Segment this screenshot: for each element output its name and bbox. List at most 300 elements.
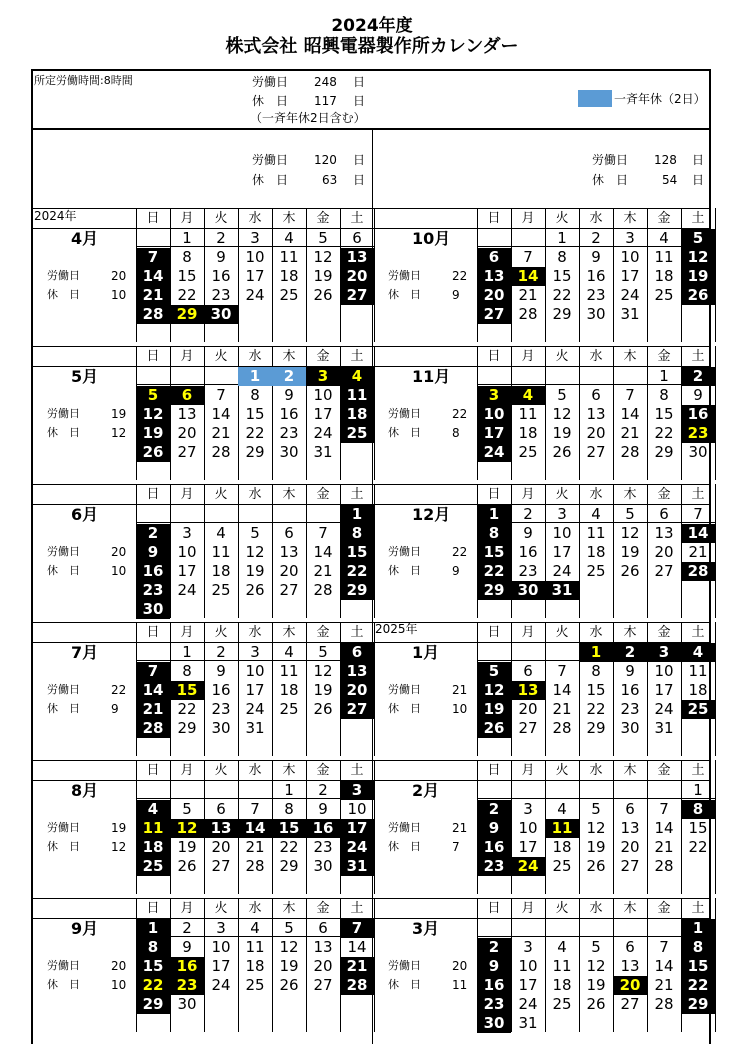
calendar-day: 27 <box>477 305 511 324</box>
calendar-day: 5 <box>625 505 635 523</box>
calendar-day: 13 <box>477 267 511 286</box>
calendar-day: 8 <box>477 524 511 543</box>
calendar-day: 28 <box>681 562 715 581</box>
calendar-day: 22 <box>477 562 511 581</box>
grid-line <box>715 760 716 894</box>
calendar-day: 21 <box>654 838 674 856</box>
calendar-day: 29 <box>552 305 572 323</box>
weekday-header: 火 <box>214 625 228 640</box>
calendar-day: 23 <box>279 424 299 442</box>
weekday-header: 金 <box>316 763 330 778</box>
calendar-day: 30 <box>511 581 545 600</box>
calendar-day: 14 <box>136 681 170 700</box>
calendar-day: 28 <box>211 443 231 461</box>
calendar-day: 8 <box>182 248 192 266</box>
calendar-day: 22 <box>340 562 374 581</box>
calendar-day: 12 <box>586 957 606 975</box>
calendar-day: 16 <box>518 543 538 561</box>
calendar-day: 15 <box>136 957 170 976</box>
calendar-day: 18 <box>136 838 170 857</box>
calendar-day: 17 <box>245 681 265 699</box>
calendar-day: 5 <box>591 800 601 818</box>
weekday-header: 水 <box>248 763 262 778</box>
weekday-header: 水 <box>248 901 262 916</box>
calendar-day: 8 <box>557 248 567 266</box>
grid-line <box>374 760 375 894</box>
calendar-day: 27 <box>518 719 538 737</box>
calendar-day: 11 <box>136 819 170 838</box>
calendar-day: 3 <box>182 524 192 542</box>
calendar-day: 8 <box>340 524 374 543</box>
calendar-day: 4 <box>284 229 294 247</box>
calendar-day: 27 <box>620 857 640 875</box>
month-off-days: 9 <box>452 564 460 578</box>
calendar-day: 11 <box>545 819 579 838</box>
weekday-header: 月 <box>180 487 194 502</box>
weekday-header: 火 <box>555 349 569 364</box>
calendar-day: 14 <box>552 681 572 699</box>
total-off-value: 117 <box>314 94 337 108</box>
calendar-day: 11 <box>211 543 231 561</box>
calendar-day: 17 <box>518 838 538 856</box>
calendar-day: 9 <box>318 800 328 818</box>
grid-line <box>715 484 716 618</box>
calendar-day: 24 <box>518 995 538 1013</box>
calendar-day: 7 <box>318 524 328 542</box>
weekday-header: 木 <box>623 763 637 778</box>
month-off-days: 11 <box>452 978 468 992</box>
month-off-label: 休 日 <box>388 426 421 439</box>
weekday-header: 土 <box>350 901 364 916</box>
second-half-work-label: 労働日 <box>592 153 629 167</box>
month-work-label: 労働日 <box>47 821 80 834</box>
calendar-day: 31 <box>518 1014 538 1032</box>
calendar-day: 13 <box>620 819 640 837</box>
calendar-day: 19 <box>313 267 333 285</box>
calendar-day: 4 <box>659 229 669 247</box>
year-2025-label: 2025年 <box>375 622 418 636</box>
calendar-day: 27 <box>620 995 640 1013</box>
calendar-day: 26 <box>586 995 606 1013</box>
calendar-day: 17 <box>552 543 572 561</box>
calendar-day: 1 <box>238 367 272 386</box>
calendar-day: 22 <box>177 700 197 718</box>
calendar-day: 23 <box>681 424 715 443</box>
weekday-header: 月 <box>180 901 194 916</box>
calendar-day: 25 <box>586 562 606 580</box>
month-off-label: 休 日 <box>47 840 80 853</box>
calendar-day: 6 <box>216 800 226 818</box>
grid-line <box>715 346 716 480</box>
calendar-day: 13 <box>620 957 640 975</box>
calendar-day: 24 <box>245 700 265 718</box>
calendar-day: 9 <box>216 662 226 680</box>
calendar-day: 1 <box>693 781 703 799</box>
month-work-days: 20 <box>452 959 468 973</box>
weekday-header: 日 <box>487 487 501 502</box>
calendar-day: 22 <box>279 838 299 856</box>
second-half-off-label: 休 日 <box>592 173 629 187</box>
calendar-day: 29 <box>245 443 265 461</box>
calendar-day: 10 <box>313 386 333 404</box>
weekday-header: 水 <box>248 487 262 502</box>
working-hours-text: 所定労働時間:8時間 <box>34 74 133 87</box>
calendar-day: 27 <box>177 443 197 461</box>
calendar-day: 15 <box>586 681 606 699</box>
calendar-day: 26 <box>620 562 640 580</box>
calendar-day: 12 <box>170 819 204 838</box>
month-label: 1月 <box>412 643 440 662</box>
calendar-day: 12 <box>136 405 170 424</box>
weekday-header: 金 <box>657 349 671 364</box>
calendar-day: 2 <box>182 919 192 937</box>
weekday-header: 月 <box>521 763 535 778</box>
month-work-label: 労働日 <box>47 269 80 282</box>
calendar-day: 6 <box>340 643 374 662</box>
month-label: 6月 <box>71 505 99 524</box>
weekday-header: 土 <box>691 211 705 226</box>
weekday-header: 木 <box>282 763 296 778</box>
weekday-header: 水 <box>248 211 262 226</box>
weekday-header: 水 <box>589 625 603 640</box>
calendar-day: 26 <box>313 700 333 718</box>
calendar-day: 30 <box>177 995 197 1013</box>
calendar-day: 11 <box>688 662 708 680</box>
calendar-day: 15 <box>177 267 197 285</box>
calendar-day: 11 <box>552 957 572 975</box>
calendar-day: 14 <box>654 957 674 975</box>
weekday-header: 土 <box>691 901 705 916</box>
second-half-work-unit: 日 <box>692 153 705 167</box>
calendar-day: 10 <box>518 819 538 837</box>
calendar-day: 30 <box>477 1014 511 1033</box>
calendar-day: 8 <box>182 662 192 680</box>
grid-line <box>136 522 374 523</box>
calendar-day: 24 <box>477 443 511 462</box>
weekday-header: 日 <box>146 763 160 778</box>
calendar-day: 27 <box>211 857 231 875</box>
calendar-day: 2 <box>318 781 328 799</box>
month-work-label: 労働日 <box>388 959 421 972</box>
calendar-day: 18 <box>688 681 708 699</box>
calendar-day: 5 <box>284 919 294 937</box>
calendar-day: 12 <box>313 662 333 680</box>
calendar-day: 31 <box>654 719 674 737</box>
calendar-day: 29 <box>654 443 674 461</box>
calendar-day: 12 <box>552 405 572 423</box>
calendar-day: 12 <box>681 248 715 267</box>
weekday-header: 火 <box>555 625 569 640</box>
calendar-day: 9 <box>477 819 511 838</box>
calendar-day: 25 <box>681 700 715 719</box>
total-work-value: 248 <box>314 75 337 89</box>
calendar-day: 8 <box>250 386 260 404</box>
month-work-days: 21 <box>452 821 468 835</box>
month-work-label: 労働日 <box>47 407 80 420</box>
calendar-day: 25 <box>245 976 265 994</box>
calendar-day: 5 <box>591 938 601 956</box>
month-label: 11月 <box>412 367 451 386</box>
calendar-day: 29 <box>279 857 299 875</box>
calendar-day: 7 <box>250 800 260 818</box>
weekday-header: 水 <box>589 349 603 364</box>
calendar-day: 9 <box>182 938 192 956</box>
weekday-header: 月 <box>521 211 535 226</box>
calendar-day: 1 <box>182 229 192 247</box>
calendar-day: 21 <box>211 424 231 442</box>
calendar-day: 26 <box>477 719 511 738</box>
calendar-day: 11 <box>279 248 299 266</box>
calendar-day: 2 <box>613 643 647 662</box>
weekday-header: 金 <box>657 625 671 640</box>
calendar-day: 16 <box>477 838 511 857</box>
weekday-header: 金 <box>316 487 330 502</box>
calendar-day: 6 <box>625 800 635 818</box>
weekday-header: 日 <box>487 349 501 364</box>
month-off-label: 休 日 <box>388 564 421 577</box>
month-off-days: 10 <box>111 564 127 578</box>
calendar-day: 14 <box>511 267 545 286</box>
weekday-header: 土 <box>350 211 364 226</box>
weekday-header: 日 <box>146 487 160 502</box>
month-label: 12月 <box>412 505 451 524</box>
calendar-day: 26 <box>136 443 170 462</box>
calendar-day: 22 <box>552 286 572 304</box>
calendar-day: 3 <box>625 229 635 247</box>
calendar-day: 2 <box>272 367 306 386</box>
calendar-day: 21 <box>518 286 538 304</box>
weekday-header: 月 <box>521 625 535 640</box>
legend-text: 一斉年休（2日） <box>614 92 706 106</box>
grid-line <box>477 936 715 937</box>
calendar-day: 4 <box>136 800 170 819</box>
weekday-header: 火 <box>214 211 228 226</box>
weekday-header: 金 <box>316 625 330 640</box>
weekday-header: 水 <box>589 487 603 502</box>
calendar-day: 5 <box>681 229 715 248</box>
calendar-day: 15 <box>688 819 708 837</box>
grid-line <box>374 622 375 756</box>
weekday-header: 火 <box>555 763 569 778</box>
calendar-day: 15 <box>272 819 306 838</box>
calendar-day: 28 <box>620 443 640 461</box>
calendar-day: 10 <box>245 248 265 266</box>
second-half-work-value: 128 <box>654 153 677 167</box>
calendar-day: 16 <box>477 976 511 995</box>
calendar-day: 8 <box>284 800 294 818</box>
calendar-day: 24 <box>313 424 333 442</box>
weekday-header: 木 <box>282 625 296 640</box>
calendar-day: 19 <box>313 681 333 699</box>
weekday-header: 木 <box>623 625 637 640</box>
month-work-days: 21 <box>452 683 468 697</box>
weekday-header: 金 <box>316 901 330 916</box>
calendar-day: 23 <box>211 700 231 718</box>
weekday-header: 木 <box>623 901 637 916</box>
weekday-header: 金 <box>316 211 330 226</box>
grid-line <box>374 484 375 618</box>
weekday-header: 月 <box>521 349 535 364</box>
calendar-day: 2 <box>216 229 226 247</box>
calendar-day: 3 <box>250 229 260 247</box>
calendar-day: 3 <box>523 800 533 818</box>
calendar-day: 26 <box>313 286 333 304</box>
calendar-day: 28 <box>518 305 538 323</box>
grid-line <box>477 798 715 799</box>
calendar-day: 27 <box>313 976 333 994</box>
calendar-day: 28 <box>136 305 170 324</box>
weekday-header: 月 <box>180 763 194 778</box>
calendar-day: 30 <box>211 719 231 737</box>
month-label: 4月 <box>71 229 99 248</box>
calendar-day: 26 <box>586 857 606 875</box>
calendar-day: 23 <box>136 581 170 600</box>
first-half-work-value: 120 <box>314 153 337 167</box>
weekday-header: 日 <box>487 625 501 640</box>
weekday-header: 火 <box>555 487 569 502</box>
calendar-day: 14 <box>136 267 170 286</box>
calendar-day: 24 <box>552 562 572 580</box>
month-off-days: 10 <box>111 978 127 992</box>
calendar-day: 1 <box>557 229 567 247</box>
calendar-day: 12 <box>245 543 265 561</box>
calendar-day: 12 <box>477 681 511 700</box>
calendar-day: 5 <box>477 662 511 681</box>
month-work-label: 労働日 <box>388 683 421 696</box>
calendar-day: 7 <box>523 248 533 266</box>
weekday-header: 月 <box>180 211 194 226</box>
weekday-header: 火 <box>214 901 228 916</box>
calendar-day: 12 <box>279 938 299 956</box>
calendar-day: 3 <box>647 643 681 662</box>
month-off-days: 12 <box>111 840 127 854</box>
calendar-day: 25 <box>552 857 572 875</box>
calendar-day: 10 <box>211 938 231 956</box>
weekday-header: 日 <box>487 901 501 916</box>
calendar-day: 22 <box>177 286 197 304</box>
month-label: 9月 <box>71 919 99 938</box>
calendar-day: 18 <box>552 976 572 994</box>
weekday-header: 日 <box>487 763 501 778</box>
calendar-day: 8 <box>681 800 715 819</box>
calendar-day: 1 <box>659 367 669 385</box>
calendar-day: 17 <box>518 976 538 994</box>
weekday-header: 日 <box>146 211 160 226</box>
calendar-day: 16 <box>211 267 231 285</box>
calendar-day: 23 <box>211 286 231 304</box>
calendar-day: 13 <box>204 819 238 838</box>
calendar-day: 14 <box>313 543 333 561</box>
header-divider <box>31 128 711 130</box>
calendar-day: 16 <box>620 681 640 699</box>
calendar-day: 7 <box>216 386 226 404</box>
weekday-header: 木 <box>623 487 637 502</box>
calendar-day: 26 <box>681 286 715 305</box>
calendar-day: 2 <box>136 524 170 543</box>
calendar-day: 26 <box>177 857 197 875</box>
calendar-day: 15 <box>552 267 572 285</box>
calendar-day: 10 <box>552 524 572 542</box>
calendar-day: 8 <box>591 662 601 680</box>
calendar-day: 6 <box>523 662 533 680</box>
weekday-header: 月 <box>180 625 194 640</box>
year-2024-label: 2024年 <box>34 209 77 223</box>
month-work-days: 20 <box>111 959 127 973</box>
calendar-day: 4 <box>216 524 226 542</box>
calendar-day: 18 <box>245 957 265 975</box>
month-off-days: 8 <box>452 426 460 440</box>
month-off-label: 休 日 <box>388 978 421 991</box>
calendar-day: 20 <box>620 838 640 856</box>
grid-line <box>374 346 375 480</box>
weekday-header: 水 <box>248 349 262 364</box>
calendar-day: 18 <box>518 424 538 442</box>
month-work-label: 労働日 <box>388 821 421 834</box>
weekday-header: 月 <box>521 487 535 502</box>
calendar-day: 18 <box>279 267 299 285</box>
grid-line <box>374 208 375 342</box>
month-work-label: 労働日 <box>47 545 80 558</box>
month-work-days: 22 <box>111 683 127 697</box>
weekday-header: 金 <box>657 763 671 778</box>
weekday-header: 日 <box>487 211 501 226</box>
calendar-day: 20 <box>518 700 538 718</box>
calendar-day: 9 <box>523 524 533 542</box>
calendar-day: 9 <box>693 386 703 404</box>
calendar-day: 21 <box>340 957 374 976</box>
calendar-day: 9 <box>136 543 170 562</box>
calendar-day: 13 <box>313 938 333 956</box>
calendar-day: 19 <box>477 700 511 719</box>
calendar-day: 20 <box>340 681 374 700</box>
weekday-header: 土 <box>691 487 705 502</box>
calendar-day: 25 <box>279 286 299 304</box>
calendar-day: 3 <box>477 386 511 405</box>
weekday-header: 火 <box>214 349 228 364</box>
calendar-day: 27 <box>654 562 674 580</box>
calendar-day: 24 <box>511 857 545 876</box>
calendar-day: 21 <box>688 543 708 561</box>
calendar-day: 21 <box>620 424 640 442</box>
weekday-header: 木 <box>282 901 296 916</box>
calendar-day: 22 <box>681 976 715 995</box>
calendar-day: 12 <box>313 248 333 266</box>
calendar-company-title: 株式会社 昭興電器製作所カレンダー <box>225 36 519 57</box>
month-off-days: 9 <box>111 702 119 716</box>
calendar-day: 16 <box>586 267 606 285</box>
grid-line <box>374 898 375 1032</box>
calendar-day: 26 <box>245 581 265 599</box>
calendar-day: 29 <box>681 995 715 1014</box>
month-off-label: 休 日 <box>47 702 80 715</box>
calendar-day: 22 <box>654 424 674 442</box>
calendar-day: 22 <box>688 838 708 856</box>
calendar-day: 18 <box>654 267 674 285</box>
calendar-day: 4 <box>591 505 601 523</box>
month-off-label: 休 日 <box>388 840 421 853</box>
calendar-day: 8 <box>136 938 170 957</box>
calendar-day: 31 <box>620 305 640 323</box>
calendar-day: 23 <box>170 976 204 995</box>
calendar-day: 13 <box>340 248 374 267</box>
calendar-day: 29 <box>340 581 374 600</box>
calendar-day: 15 <box>340 543 374 562</box>
calendar-day: 24 <box>211 976 231 994</box>
weekday-header: 水 <box>248 625 262 640</box>
calendar-day: 10 <box>518 957 538 975</box>
calendar-day: 14 <box>238 819 272 838</box>
calendar-day: 21 <box>245 838 265 856</box>
